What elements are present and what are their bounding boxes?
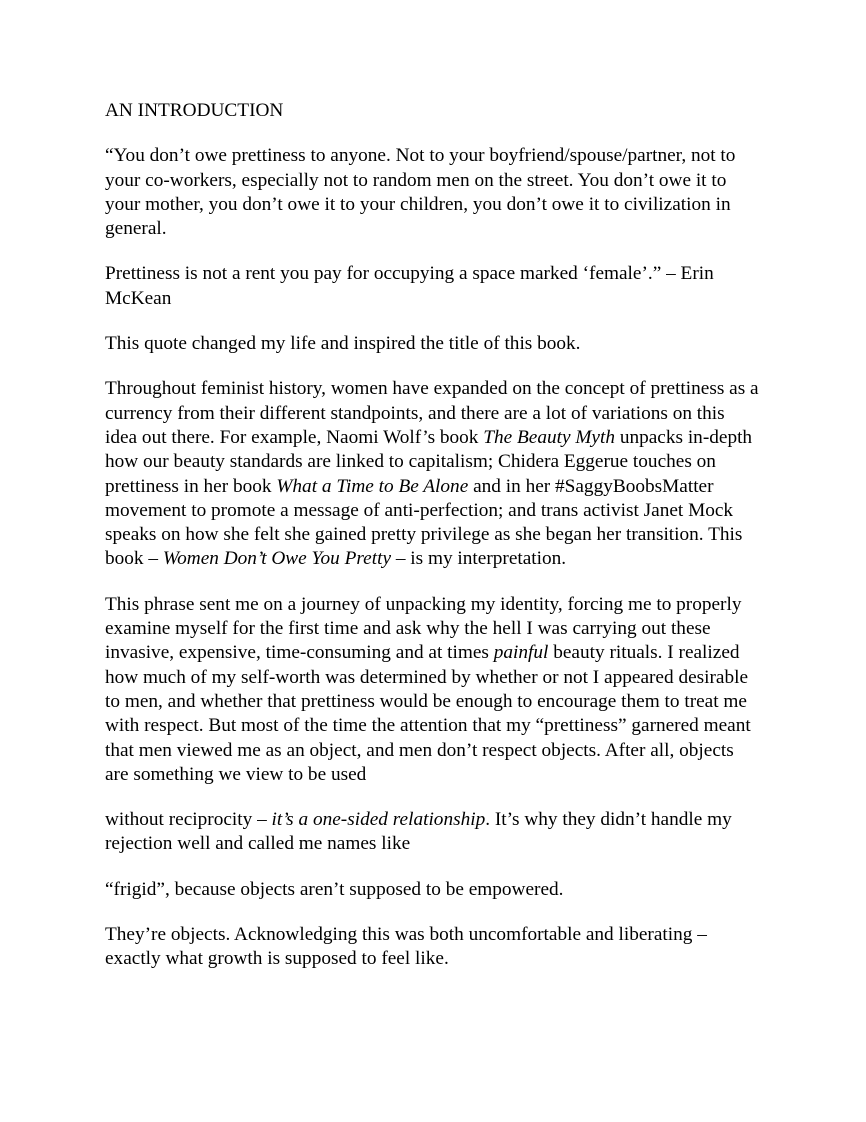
text-run: . It’s why they didn’t handle my rejection well and called me names like (105, 809, 732, 855)
paragraph-journey (105, 593, 759, 787)
book-title-beauty-myth: The Beauty Myth (483, 426, 615, 448)
book-title-what-a-time: What a Time to Be Alone (276, 475, 469, 497)
text-run: Throughout feminist history, women have expanded on the concept of prettiness as a currency from their different standpoints, and there are a lot of variations on this idea out there. For example, Naomi Wolf’s book (105, 378, 759, 448)
document-page (105, 99, 759, 993)
paragraph-frigid: “frigid”, because objects aren’t supposed to be empowered. (105, 878, 564, 900)
text-run: without reciprocity – (105, 809, 272, 831)
paragraph-feminist-history (105, 377, 759, 571)
paragraph-quote-1: “You don’t owe prettiness to anyone. Not to your boyfriend/spouse/partner, not to your co-workers, especially not to random men on the street. You don’t owe it to your mother, you don’t owe it to your children, you don’t owe it to civilization in general. (105, 145, 736, 240)
text-run: This phrase sent me on a journey of unpacking my identity, forcing me to properly examine myself for the first time and ask why the hell I was carrying out these invasive, expensive, time-consuming and at times (105, 593, 742, 664)
text-run: unpacks in-depth how our beauty standards are linked to capitalism; Chidera Eggerue touches on prettiness in her book (105, 426, 753, 497)
paragraph-reciprocity (105, 808, 759, 857)
paragraph-quote-impact: This quote changed my life and inspired the title of this book. (105, 333, 581, 355)
text-run: beauty rituals. I realized how much of my self-worth was determined by whether or not I appeared desirable to men, and whether that prettiness would be enough to encourage them to treat me with respect. But most of the time the attention that my “prettiness” garnered meant that men viewed me as an object, and men don’t respect objects. After all, objects are something we view to be used (105, 642, 751, 785)
text-run: – is my interpretation. (391, 548, 567, 570)
paragraph-objects: They’re objects. Acknowledging this was both uncomfortable and liberating – exactly what growth is supposed to feel like. (105, 924, 707, 970)
book-title-women-dont-owe: Women Don’t Owe You Pretty (162, 548, 391, 570)
paragraph-quote-2: Prettiness is not a rent you pay for occupying a space marked ‘female’.” – Erin McKean (105, 263, 714, 309)
section-heading: AN INTRODUCTION (105, 100, 284, 121)
emphasis-painful: painful (493, 642, 549, 664)
text-run: and in her #SaggyBoobsMatter movement to promote a message of anti-perfection; and trans activist Janet Mock speaks on how she felt she gained pretty privilege as she began her transition. This book – (105, 475, 743, 570)
emphasis-one-sided: it’s a one-sided relationship (271, 809, 486, 831)
